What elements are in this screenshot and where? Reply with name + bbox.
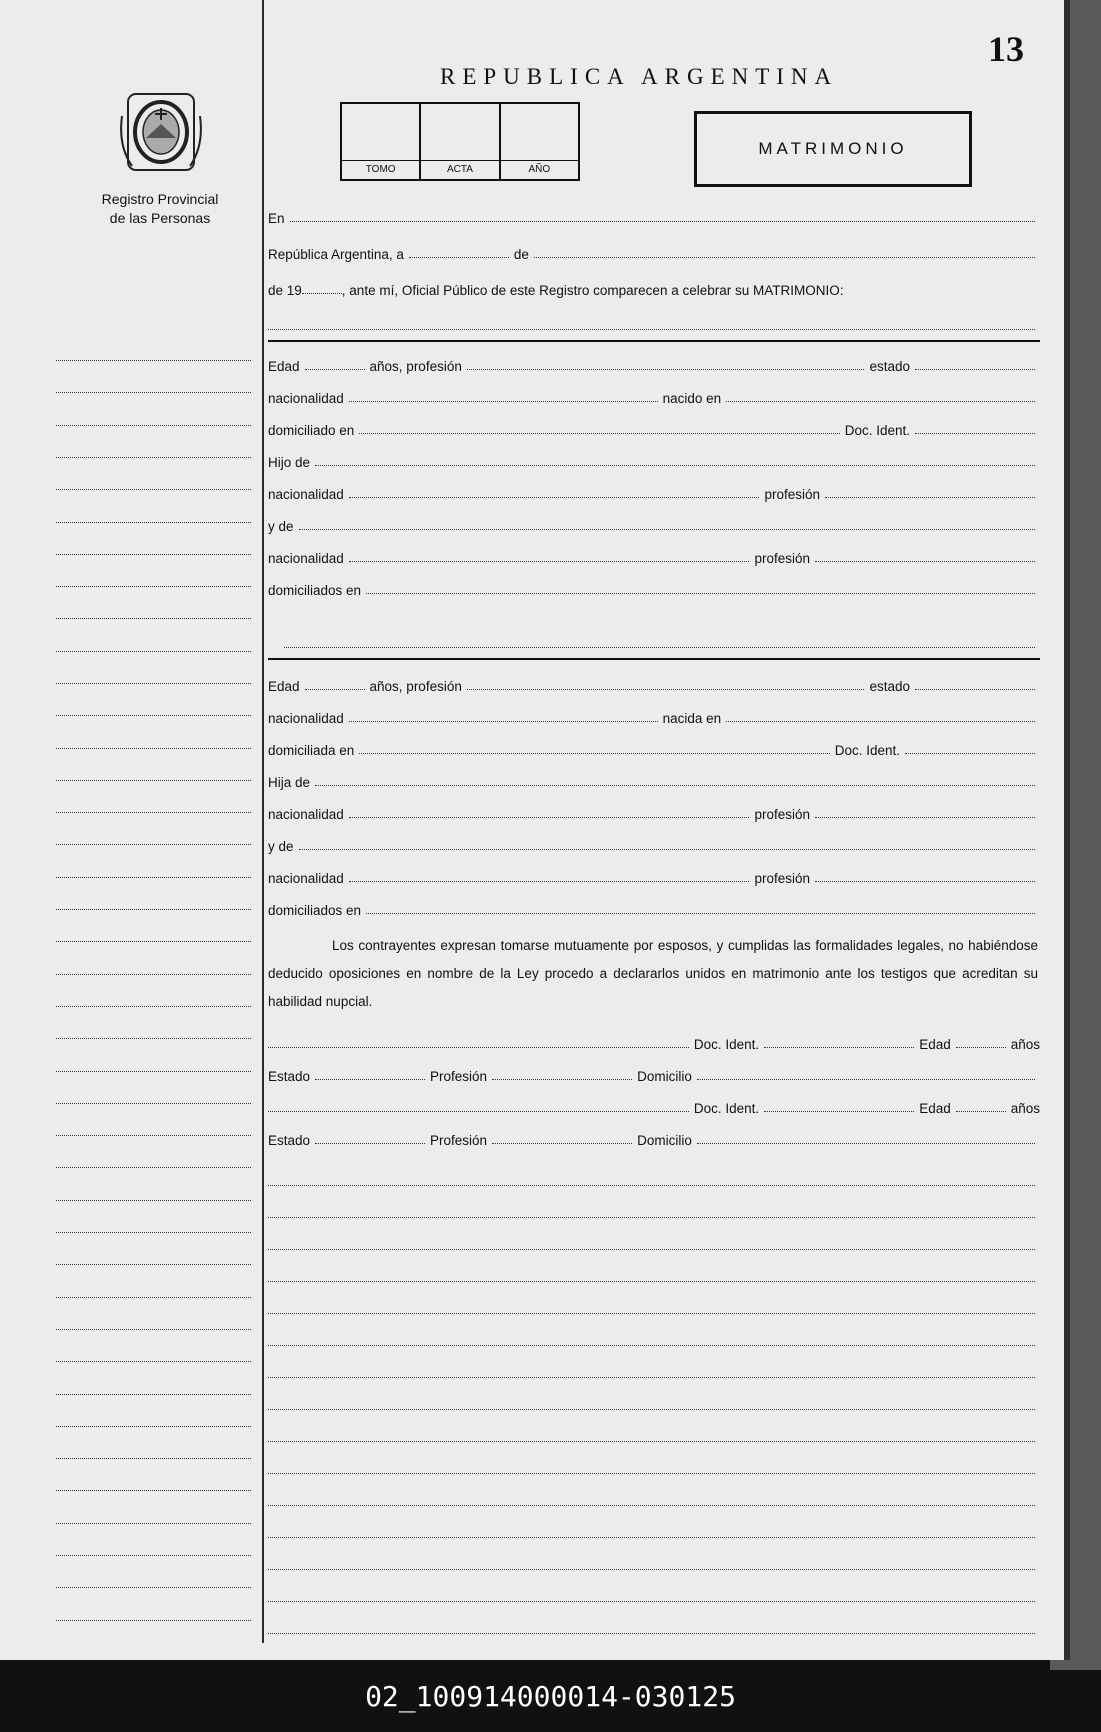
- margin-note-line[interactable]: [56, 1523, 251, 1524]
- notes-line-dots[interactable]: [268, 1281, 1035, 1282]
- domiciliados-label: domiciliados en: [268, 583, 362, 598]
- witness-2-id-row: [268, 1094, 1040, 1116]
- profession-field[interactable]: [467, 369, 865, 370]
- father-nationality-field[interactable]: [349, 817, 750, 818]
- witness-2-profession-field[interactable]: [492, 1143, 632, 1144]
- notes-line[interactable]: [268, 1296, 1040, 1318]
- doc-label: Doc. Ident.: [693, 1037, 760, 1052]
- en-field[interactable]: [290, 221, 1035, 222]
- profesion-label: profesión: [764, 487, 820, 502]
- margin-note-line[interactable]: [56, 586, 251, 587]
- page-number: 13: [988, 29, 1024, 69]
- notes-line[interactable]: [268, 1488, 1040, 1510]
- witness-1-status-field[interactable]: [315, 1079, 425, 1080]
- margin-note-line[interactable]: [56, 715, 251, 716]
- birthplace-field[interactable]: [726, 721, 1035, 722]
- profesion-label: Profesión: [430, 1133, 488, 1148]
- age-field[interactable]: [305, 689, 365, 690]
- witness-1-name-field[interactable]: [268, 1047, 689, 1048]
- groom-father-nat-row: [268, 480, 1040, 502]
- margin-note-line[interactable]: [56, 1361, 251, 1362]
- birthplace-field[interactable]: [726, 401, 1035, 402]
- estado-label: Estado: [268, 1133, 311, 1148]
- margin-note-line[interactable]: [56, 1297, 251, 1298]
- parents-address-field[interactable]: [366, 913, 1035, 914]
- margin-note-line[interactable]: [56, 780, 251, 781]
- nacionalidad-label: nacionalidad: [268, 391, 344, 406]
- y-de-label: y de: [268, 839, 294, 854]
- margin-note-line[interactable]: [56, 1200, 251, 1201]
- registry-line-1: Registro Provincial: [101, 191, 219, 207]
- tomo-label: TOMO: [342, 160, 419, 179]
- blank-field[interactable]: [268, 329, 1035, 330]
- profesion-label: profesión: [754, 871, 810, 886]
- intro-en-row: [268, 204, 1040, 226]
- bride-father-row: [268, 768, 1040, 790]
- bride-mother-row: [268, 832, 1040, 854]
- edad-label: Edad: [268, 679, 300, 694]
- bride-mother-nat-row: [268, 864, 1040, 886]
- margin-note-line[interactable]: [56, 1458, 251, 1459]
- notes-line-dots[interactable]: [268, 1505, 1035, 1506]
- father-profession-field[interactable]: [825, 497, 1035, 498]
- margin-note-line[interactable]: [56, 522, 251, 523]
- witness-2-doc-field[interactable]: [764, 1111, 914, 1112]
- status-field[interactable]: [915, 689, 1035, 690]
- image-caption: 02_100914000014-030125: [365, 1680, 736, 1713]
- margin-note-line[interactable]: [56, 360, 251, 361]
- notes-line-dots[interactable]: [268, 1249, 1035, 1250]
- margin-note-line[interactable]: [56, 489, 251, 490]
- domicilio-label: domiciliada en: [268, 743, 355, 758]
- fecha-label: República Argentina, a: [268, 247, 404, 262]
- intro-date-row: [268, 240, 1040, 262]
- age-field[interactable]: [305, 369, 365, 370]
- notes-line[interactable]: [268, 1168, 1040, 1190]
- father-field[interactable]: [315, 785, 1035, 786]
- doc-label: Doc. Ident.: [844, 423, 910, 438]
- domicilio-label: Domicilio: [637, 1069, 692, 1084]
- margin-note-line[interactable]: [56, 1555, 251, 1556]
- mother-nationality-field[interactable]: [349, 881, 750, 882]
- father-nationality-field[interactable]: [349, 497, 760, 498]
- groom-address-row: [268, 416, 1040, 438]
- margin-note-line[interactable]: [56, 1394, 251, 1395]
- domiciliados-label: domiciliados en: [268, 903, 362, 918]
- notes-line[interactable]: [268, 1552, 1040, 1574]
- record-number-box: [340, 102, 580, 181]
- margin-note-line[interactable]: [56, 392, 251, 393]
- anio-cell[interactable]: [501, 104, 578, 179]
- de-label: de: [513, 247, 529, 262]
- notes-line-dots[interactable]: [268, 1377, 1035, 1378]
- nationality-field[interactable]: [349, 721, 658, 722]
- intro-year-row: [268, 276, 1040, 298]
- domicilio-label: Domicilio: [637, 1133, 692, 1148]
- margin-note-line[interactable]: [56, 1426, 251, 1427]
- margin-note-line[interactable]: [56, 618, 251, 619]
- profession-field[interactable]: [467, 689, 865, 690]
- hijo-label: Hijo de: [268, 455, 311, 470]
- blank-field[interactable]: [284, 647, 1035, 648]
- groom-age-row: [268, 352, 1040, 374]
- groom-father-row: [268, 448, 1040, 470]
- nacionalidad-label: nacionalidad: [268, 711, 344, 726]
- notes-line[interactable]: [268, 1264, 1040, 1286]
- notes-line-dots[interactable]: [268, 1473, 1035, 1474]
- margin-note-line[interactable]: [56, 1135, 251, 1136]
- notes-line-dots[interactable]: [268, 1569, 1035, 1570]
- notes-line[interactable]: [268, 1328, 1040, 1350]
- estado-label: estado: [869, 679, 910, 694]
- groom-blank-row: [268, 630, 1040, 652]
- nacionalidad-label: nacionalidad: [268, 807, 344, 822]
- notes-line[interactable]: [268, 1200, 1040, 1222]
- address-field[interactable]: [359, 433, 839, 434]
- margin-note-line[interactable]: [56, 1264, 251, 1265]
- notes-line-dots[interactable]: [268, 1601, 1035, 1602]
- notes-line-dots[interactable]: [268, 1441, 1035, 1442]
- margin-note-line[interactable]: [56, 1103, 251, 1104]
- mother-field[interactable]: [299, 849, 1035, 850]
- intro-blank-row: [268, 312, 1040, 334]
- section-rule-2: [268, 658, 1040, 660]
- mother-nationality-field[interactable]: [349, 561, 750, 562]
- notes-line[interactable]: [268, 1616, 1040, 1638]
- mother-field[interactable]: [299, 529, 1035, 530]
- hija-label: Hija de: [268, 775, 311, 790]
- witness-1-id-row: [268, 1030, 1040, 1052]
- witness-1-address-field[interactable]: [697, 1079, 1035, 1080]
- anio-label: AÑO: [501, 160, 578, 179]
- edad-label: Edad: [919, 1101, 951, 1116]
- notes-line[interactable]: [268, 1232, 1040, 1254]
- witness-1-profession-field[interactable]: [492, 1079, 632, 1080]
- parents-address-field[interactable]: [366, 593, 1035, 594]
- witness-2-age-field[interactable]: [956, 1111, 1006, 1112]
- bride-nationality-row: [268, 704, 1040, 726]
- profesion-label: profesión: [754, 807, 810, 822]
- doc-label: Doc. Ident.: [693, 1101, 760, 1116]
- witness-2-name-field[interactable]: [268, 1111, 689, 1112]
- witness-2-status-field[interactable]: [315, 1143, 425, 1144]
- month-field[interactable]: [534, 257, 1035, 258]
- estado-label: Estado: [268, 1069, 311, 1084]
- notes-line[interactable]: [268, 1584, 1040, 1606]
- edad-label: Edad: [268, 359, 300, 374]
- notes-line[interactable]: [268, 1520, 1040, 1542]
- nationality-field[interactable]: [349, 401, 658, 402]
- nacionalidad-label: nacionalidad: [268, 551, 344, 566]
- margin-note-line[interactable]: [56, 941, 251, 942]
- year-prefix: de 19: [268, 283, 302, 298]
- margin-note-line[interactable]: [56, 1071, 251, 1072]
- bride-address-row: [268, 736, 1040, 758]
- margin-note-line[interactable]: [56, 877, 251, 878]
- margin-note-line[interactable]: [56, 1490, 251, 1491]
- estado-label: estado: [869, 359, 910, 374]
- notes-line-dots[interactable]: [268, 1217, 1035, 1218]
- record-type-box: MATRIMONIO: [694, 111, 972, 187]
- margin-note-line[interactable]: [56, 748, 251, 749]
- notes-line-dots[interactable]: [268, 1185, 1035, 1186]
- margin-note-line[interactable]: [56, 1587, 251, 1588]
- acta-label: ACTA: [421, 160, 498, 179]
- registry-label: [70, 190, 250, 228]
- profesion-label: profesión: [754, 551, 810, 566]
- father-field[interactable]: [315, 465, 1035, 466]
- bride-parents-address-row: [268, 896, 1040, 918]
- doc-label: Doc. Ident.: [834, 743, 900, 758]
- provincial-seal-icon: [118, 86, 204, 178]
- profesion-label: Profesión: [430, 1069, 488, 1084]
- margin-note-line[interactable]: [56, 974, 251, 975]
- margin-note-line[interactable]: [56, 1038, 251, 1039]
- notes-line-dots[interactable]: [268, 1537, 1035, 1538]
- groom-parents-address-row: [268, 576, 1040, 598]
- margin-note-line[interactable]: [56, 683, 251, 684]
- witness-2-detail-row: [268, 1126, 1040, 1148]
- margin-note-line[interactable]: [56, 457, 251, 458]
- comparecen-text: , ante mí, Oficial Público de este Registro comparecen a celebrar su MATRIMONIO:: [341, 283, 844, 298]
- margin-note-line[interactable]: [56, 651, 251, 652]
- witness-1-age-field[interactable]: [956, 1047, 1006, 1048]
- edad-label: Edad: [919, 1037, 951, 1052]
- margin-note-line[interactable]: [56, 1006, 251, 1007]
- anos-label: años: [1010, 1037, 1040, 1052]
- notes-line-dots[interactable]: [268, 1345, 1035, 1346]
- groom-nationality-row: [268, 384, 1040, 406]
- notes-line-dots[interactable]: [268, 1409, 1035, 1410]
- notes-line[interactable]: [268, 1360, 1040, 1382]
- nacionalidad-label: nacionalidad: [268, 487, 344, 502]
- witness-1-detail-row: [268, 1062, 1040, 1084]
- margin-note-line[interactable]: [56, 1167, 251, 1168]
- groom-mother-nat-row: [268, 544, 1040, 566]
- registry-line-2: de las Personas: [109, 210, 211, 226]
- nacionalidad-label: nacionalidad: [268, 871, 344, 886]
- mother-profession-field[interactable]: [815, 561, 1035, 562]
- declaration-text: Los contrayentes expresan tomarse mutuamente por esposos, y cumplidas las formalidades legales, no habiéndose deducido oposiciones en nombre de la Ley procedo a declararlos unidos en matrimonio ante los testigos que acreditan su habilidad nupcial.: [268, 938, 1038, 1009]
- bride-age-row: [268, 672, 1040, 694]
- doc-field[interactable]: [915, 433, 1035, 434]
- country-title: REPUBLICA ARGENTINA: [440, 64, 839, 89]
- day-field[interactable]: [409, 257, 509, 258]
- profesion-label: años, profesión: [369, 359, 462, 374]
- en-label: En: [268, 211, 285, 226]
- bride-father-nat-row: [268, 800, 1040, 822]
- witness-2-address-field[interactable]: [697, 1143, 1035, 1144]
- notes-line[interactable]: [268, 1424, 1040, 1446]
- notes-line[interactable]: [268, 1392, 1040, 1414]
- notes-line[interactable]: [268, 1456, 1040, 1478]
- margin-note-line[interactable]: [56, 1620, 251, 1621]
- groom-mother-row: [268, 512, 1040, 534]
- father-profession-field[interactable]: [815, 817, 1035, 818]
- domicilio-label: domiciliado en: [268, 423, 355, 438]
- year-field[interactable]: [302, 293, 342, 294]
- margin-note-line[interactable]: [56, 909, 251, 910]
- address-field[interactable]: [359, 753, 829, 754]
- anos-label: años: [1010, 1101, 1040, 1116]
- margin-note-line[interactable]: [56, 812, 251, 813]
- margin-divider: [262, 0, 264, 1643]
- y-de-label: y de: [268, 519, 294, 534]
- section-rule-1: [268, 340, 1040, 342]
- nacida-label: nacida en: [662, 711, 722, 726]
- doc-field[interactable]: [905, 753, 1035, 754]
- notes-line-dots[interactable]: [268, 1633, 1035, 1634]
- acta-cell[interactable]: [421, 104, 500, 179]
- mother-profession-field[interactable]: [815, 881, 1035, 882]
- witness-1-doc-field[interactable]: [764, 1047, 914, 1048]
- margin-note-line[interactable]: [56, 1329, 251, 1330]
- margin-note-line[interactable]: [56, 844, 251, 845]
- tomo-cell[interactable]: [342, 104, 421, 179]
- margin-note-line[interactable]: [56, 425, 251, 426]
- margin-note-line[interactable]: [56, 1232, 251, 1233]
- margin-note-line[interactable]: [56, 554, 251, 555]
- nacido-label: nacido en: [662, 391, 722, 406]
- notes-line-dots[interactable]: [268, 1313, 1035, 1314]
- profesion-label: años, profesión: [369, 679, 462, 694]
- status-field[interactable]: [915, 369, 1035, 370]
